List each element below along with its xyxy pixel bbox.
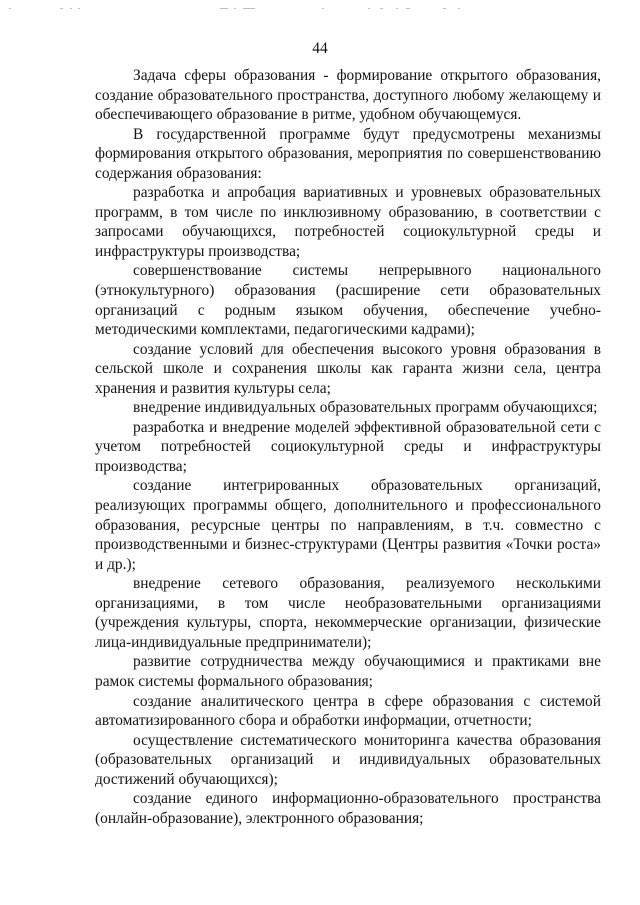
list-item: развитие сотрудничества между обучающимися и практиками вне рамок системы формального образования; [95,653,601,690]
list-item: создание условий для обеспечения высокого уровня образования в сельской школе и сохранения школы как гаранта жизни села, центра хранения и развития культуры села; [95,340,601,397]
document-body [95,66,601,828]
paragraph-program-mechanisms: В государственной программе будут предусмотрены механизмы формирования открытого образования, мероприятия по совершенствованию содержания образования: [95,125,601,182]
list-item: совершенствование системы непрерывного национального (этнокультурного) образования (расширение сети образовательных организаций с родным языком обучения, обеспечение учебно-методическими комплектами, педагогическими кадрами); [95,262,601,339]
list-item: осуществление систематического мониторинга качества образования (образовательных организаций и индивидуальных образовательных достижений обучающихся); [95,731,601,788]
list-item: разработка и внедрение моделей эффективной образовательной сети с учетом потребностей социокультурной среды и инфраструктуры производства; [95,418,601,475]
scan-artifacts [0,8,640,12]
page-number: 44 [312,40,328,57]
list-item: разработка и апробация вариативных и уровневых образовательных программ, в том числе по инклюзивному образованию, в соответствии с запросами обучающихся, потребностей социокультурной среды и инфраструктуры производства; [95,184,601,260]
paragraph-education-goal: Задача сферы образования - формирование открытого образования, создание образовательного пространства, доступного любому желающему и обеспечивающего образование в ритме, удобном обучающемуся. [95,67,601,124]
list-item: создание единого информационно-образовательного пространства (онлайн-образование), электронного образования; [95,790,601,827]
list-item: создание интегрированных образовательных организаций, реализующих программы общего, дополнительного и профессионального образования, ресурсные центры по направлениям, в т.ч. совместно с производственными и бизнес-структурами (Центры развития «Точки роста» и др.); [95,477,601,573]
list-item: внедрение индивидуальных образовательных программ обучающихся; [133,399,598,417]
list-item: создание аналитического центра в сфере образования с системой автоматизированного сбора и обработки информации, отчетности; [95,692,601,730]
list-item: внедрение сетевого образования, реализуемого несколькими организациями, в том числе необразовательными организациями (учреждения культуры, спорта, некоммерческие организации, физические лица-индивидуальные предприниматели); [95,575,601,651]
